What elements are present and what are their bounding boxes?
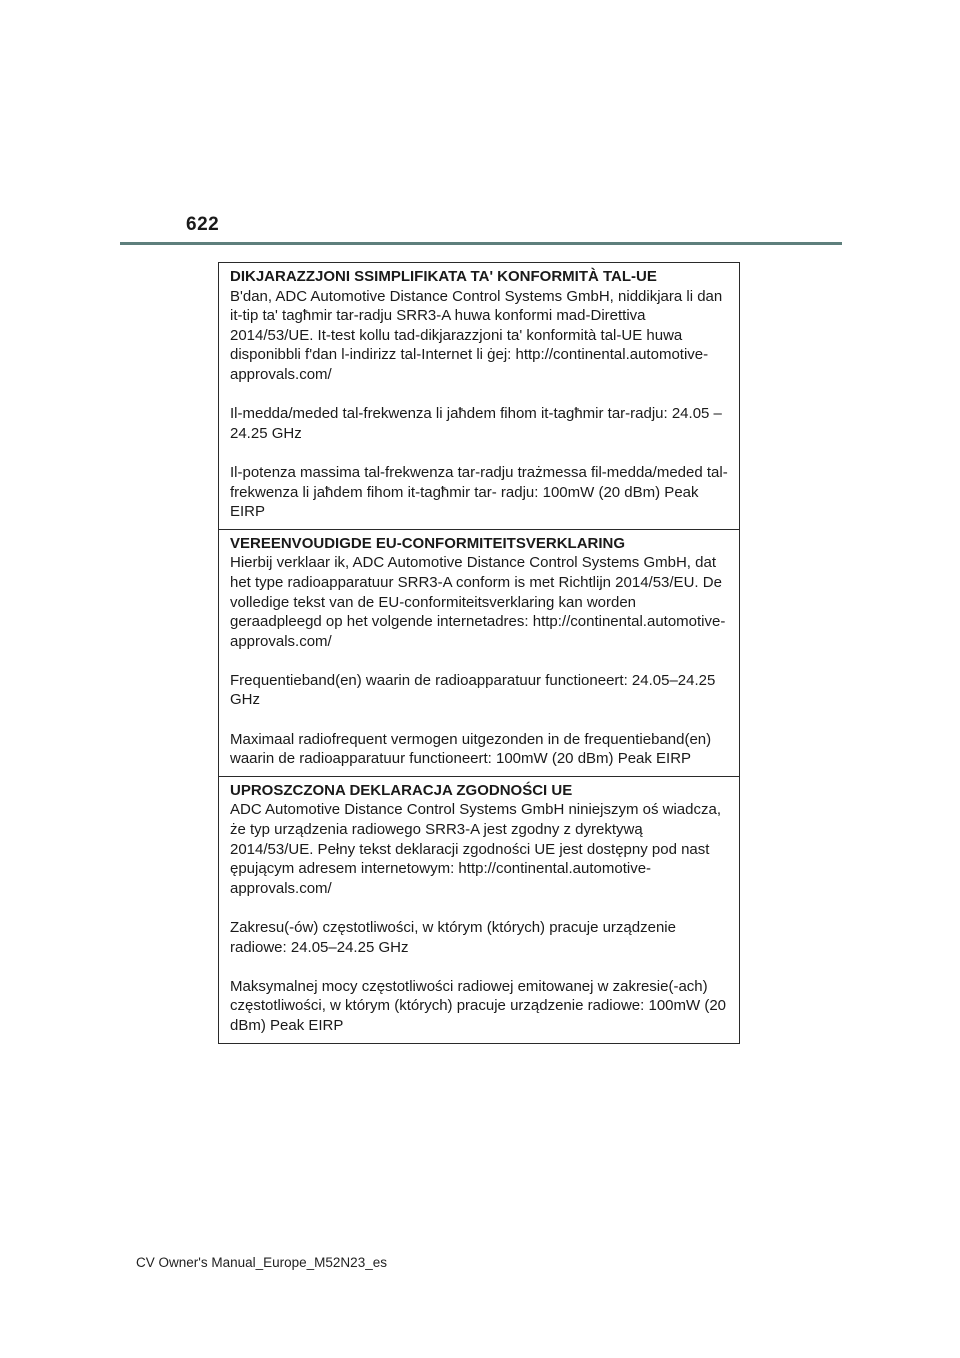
declaration-text: ADC Automotive Distance Control Systems GmbH niniejszym oś wiadcza, że typ urządzenia radiowego SRR3-A jest zgodny z dyrektywą 2014/53/UE. Pełny tekst deklaracji zgodności UE jest dostępny pod nast ępującym adresem internetowym: http://continental.automotive-approvals.com/: [230, 801, 722, 897]
max-power-text: Maximaal radiofrequent vermogen uitgezonden in de frequentieband(en) waarin de radioapparatuur functioneert: 100mW (20 dBm) Peak EIRP: [230, 730, 712, 768]
page-number: 622: [186, 214, 220, 235]
frequency-band-text: Frequentieband(en) waarin de radioapparatuur functioneert: 24.05–24.25 GHz: [230, 671, 716, 709]
declaration-text: B'dan, ADC Automotive Distance Control Systems GmbH, niddikjara li dan it-tip ta' tagħmir tar-radju SRR3-A huwa konformi mad-Direttiva 2014/53/UE. It-test kollu tad-dikjarazzjoni ta' konformità tal-UE huwa disponibbli f'dan l-indirizz tal-Internet li ġej: http://continental.automotive-approvals.com/: [230, 287, 723, 383]
frequency-band-text: Il-medda/meded tal-frekwenza li jaħdem fihom it-tagħmir tar-radju: 24.05 –24.25 GHz: [230, 405, 722, 442]
section-title: DIKJARAZZJONI SSIMPLIFIKATA TA' KONFORMITÀ TAL-UE: [230, 268, 657, 285]
footer-manual-id: CV Owner's Manual_Europe_M52N23_es: [136, 1255, 387, 1270]
declaration-text: Hierbij verklaar ik, ADC Automotive Distance Control Systems GmbH, dat het type radioapparatuur SRR3-A conform is met Richtlijn 2014/53/EU. De volledige tekst van de EU-conformiteitsverklaring kan worden geraadpleegd op het volgende internetadres: http://continental.automotive-approvals.com/: [230, 554, 726, 650]
declaration-maltese: [219, 263, 739, 529]
header-rule: [120, 242, 842, 245]
declaration-dutch: [219, 529, 739, 776]
section-title: UPROSZCZONA DEKLARACJA ZGODNOŚCI UE: [230, 781, 573, 799]
declarations-table: [218, 262, 740, 1044]
max-power-text: Il-potenza massima tal-frekwenza tar-radju trażmessa fil-medda/meded tal-frekwenza li jaħdem fihom it-tagħmir tar- radju: 100mW (20 dBm) Peak EIRP: [230, 463, 728, 521]
frequency-band-text: Zakresu(-ów) częstotliwości, w którym (których) pracuje urządzenie radiowe: 24.05–24.25 GHz: [230, 919, 676, 956]
max-power-text: Maksymalnej mocy częstotliwości radiowej emitowanej w zakresie(-ach) częstotliwości, w którym (których) pracuje urządzenie radiowe: 100mW (20 dBm) Peak EIRP: [230, 977, 727, 1034]
section-title: VEREENVOUDIGDE EU-CONFORMITEITSVERKLARING: [230, 534, 626, 552]
declaration-polish: [219, 776, 739, 1043]
